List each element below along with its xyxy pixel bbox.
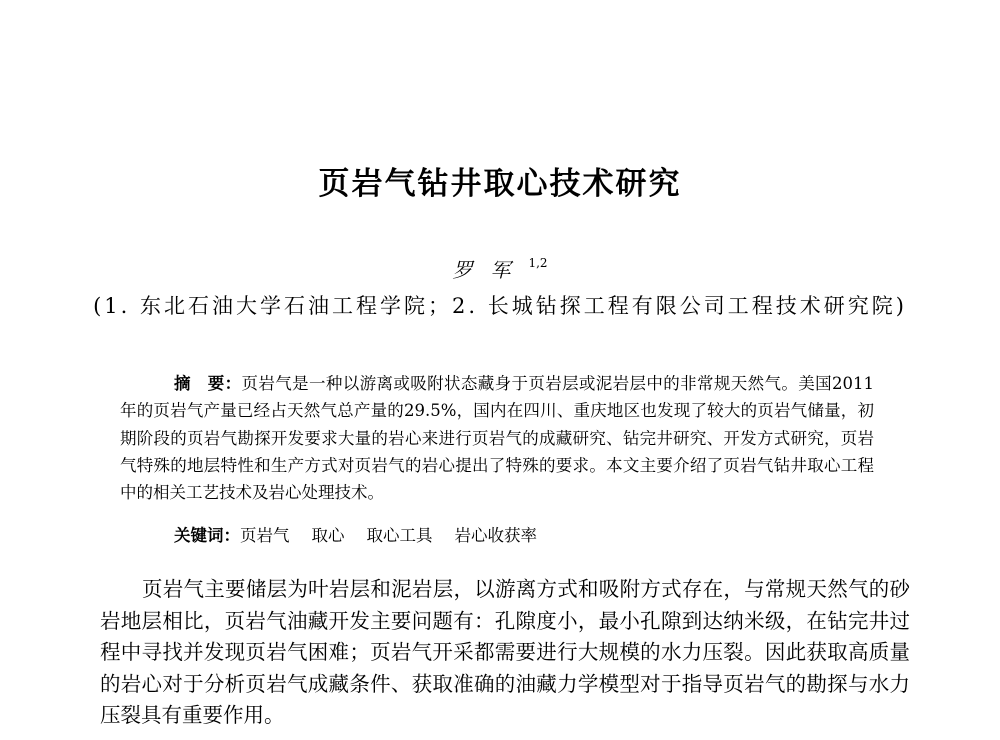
intro-paragraph: 页岩气主要储层为叶岩层和泥岩层，以游离方式和吸附方式存在，与常规天然气的砂岩地层相比，页岩气油藏开发主要问题有：孔隙度小，最小孔隙到达纳米级，在钻完井过程中寻找并发现页岩气困难；页岩气开采都需要进行大规模的水力压裂。因此获取高质量的岩心对于分析页岩气成藏条件、获取准确的油藏力学模型对于指导页岩气的勘探与水力压裂具有重要作用。: [100, 577, 910, 728]
keyword: 取心工具: [366, 526, 433, 545]
abstract-text: 页岩气是一种以游离或吸附状态藏身于页岩层或泥岩层中的非常规天然气。美国2011年的页岩气产量已经占天然气总产量的29.5%，国内在四川、重庆地区也发现了较大的页岩气储量，初期阶段的页岩气勘探开发要求大量的岩心来进行页岩气的成藏研究、钻完井研究、开发方式研究，页岩气特殊的地层特性和生产方式对页岩气的岩心提出了特殊的要求。本文主要介绍了页岩气钻井取心工程中的相关工艺技术及岩心处理技术。: [120, 374, 875, 503]
abstract-label: 摘 要：: [174, 374, 242, 393]
keyword: 取心: [311, 526, 345, 545]
keywords: [174, 522, 559, 546]
author-affiliation-marks: 1,2: [528, 256, 548, 271]
paper-title: 页岩气钻井取心技术研究: [318, 166, 682, 202]
author-name: 罗军: [452, 258, 529, 282]
abstract: [120, 370, 874, 506]
keyword: 页岩气: [240, 526, 290, 545]
keyword: 岩心收获率: [454, 526, 537, 545]
author-affiliation: (1. 东北石油大学石油工程学院；2. 长城钻探工程有限公司工程技术研究院): [93, 294, 907, 318]
keywords-label: 关键词：: [174, 526, 240, 545]
author-line: [0, 254, 1000, 283]
